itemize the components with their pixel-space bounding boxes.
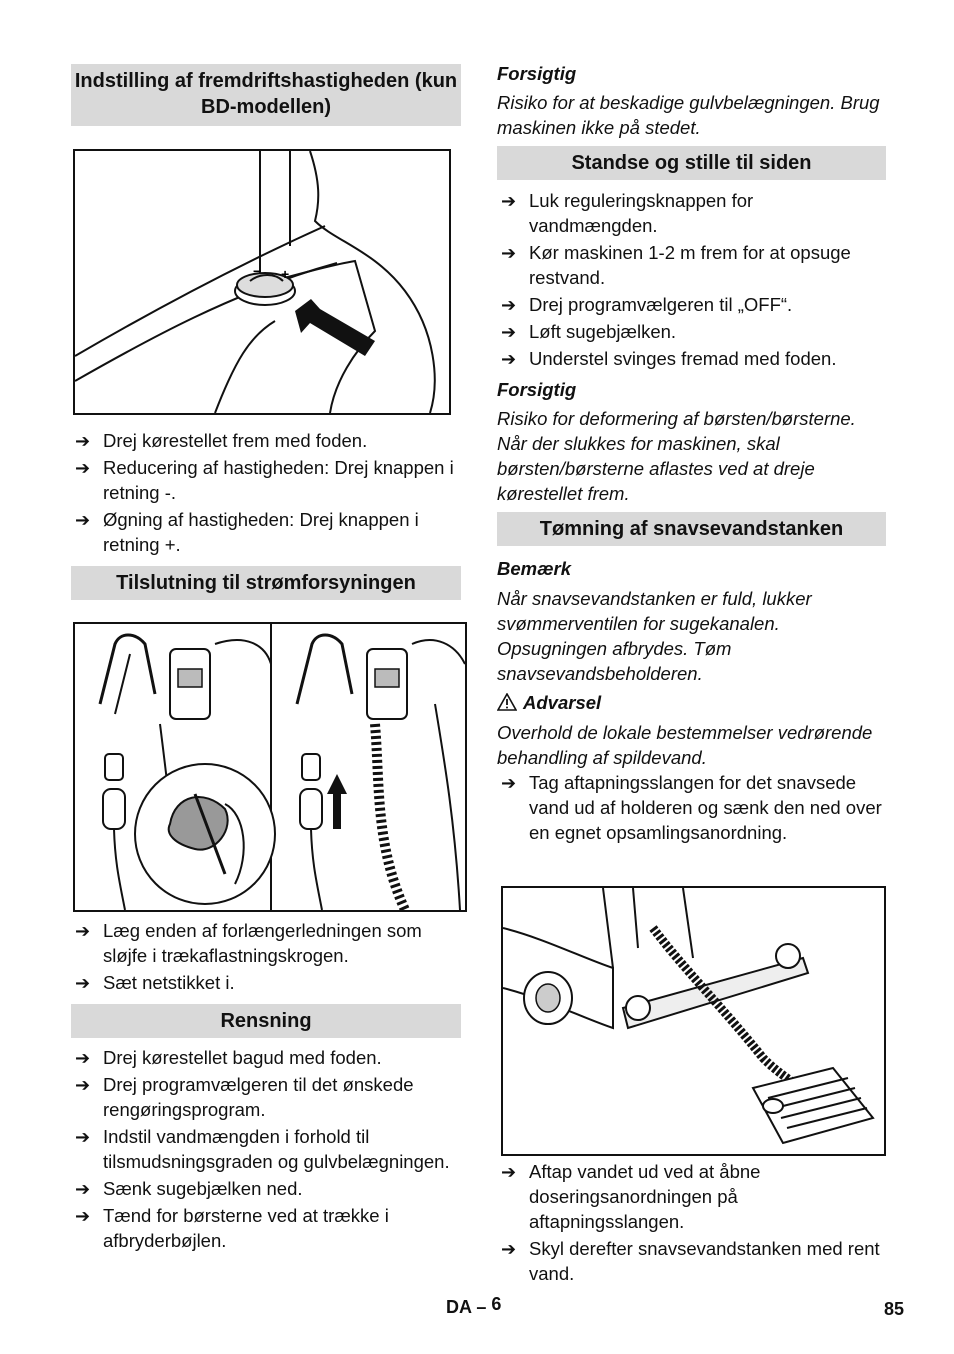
note-text: Når snavsevandstanken er fuld, lukker svømmerventilen for sugekanalen. Opsugningen afbrydes. Tøm snavsevandsbeholderen. — [497, 588, 812, 684]
arrow-right-icon: ➔ — [501, 295, 517, 315]
pointer-arrow-icon — [295, 299, 375, 356]
figure-power-connection — [73, 622, 467, 912]
arrow-right-icon: ➔ — [501, 1239, 517, 1259]
caution-label: Forsigtig — [497, 379, 577, 400]
list-item: ➔ Reducering af hastigheden: Drej knappen i retning -. — [75, 457, 454, 503]
arrow-right-icon: ➔ — [75, 510, 91, 530]
rinse-steps-list — [497, 1159, 886, 1288]
speed-knob-illustration — [75, 151, 449, 413]
drain-steps-list — [497, 770, 886, 847]
stop-steps-list — [497, 188, 886, 373]
list-item: ➔ Læg enden af forlængerledningen som sløjfe i trækaflastningskrogen. — [75, 920, 422, 966]
warning-text: Overhold de lokale bestemmelser vedrørende behandling af spildevand. — [497, 722, 873, 768]
arrow-right-icon: ➔ — [501, 773, 517, 793]
section-heading-stop: Standse og stille til siden — [497, 146, 886, 180]
arrow-right-icon: ➔ — [75, 1179, 91, 1199]
arrow-right-icon: ➔ — [75, 458, 91, 478]
svg-text:+: + — [281, 266, 290, 282]
list-item: ➔ Drej programvælgeren til det ønskede rengøringsprogram. — [75, 1074, 414, 1120]
page-number: 85 — [884, 1299, 905, 1319]
section-heading-power: Tilslutning til strømforsyningen — [71, 566, 461, 600]
caution-text: Risiko for deformering af børsten/børsterne. Når der slukkes for maskinen, skal børsten/børsterne aflastes ved at dreje kørestellet frem. — [497, 408, 856, 504]
arrow-right-icon: ➔ — [501, 1162, 517, 1182]
list-item: ➔ Indstil vandmængden i forhold til tilsmudsningsgraden og gulvbelægningen. — [75, 1126, 450, 1172]
section-heading-speed: Indstilling af fremdriftshastigheden (kun BD-modellen) — [71, 64, 461, 126]
list-item: ➔ Øgning af hastigheden: Drej knappen i retning +. — [75, 509, 419, 555]
arrow-right-icon: ➔ — [75, 1048, 91, 1068]
arrow-right-icon: ➔ — [75, 973, 91, 993]
squeegee-bar — [623, 958, 808, 1028]
arrow-right-icon: ➔ — [75, 1206, 91, 1226]
speed-steps-list — [71, 428, 461, 559]
arrow-right-icon: ➔ — [75, 431, 91, 451]
warning-label-row: Advarsel — [497, 692, 601, 714]
list-item: ➔ Sænk sugebjælken ned. — [71, 1176, 461, 1201]
list-item: ➔ Drej programvælgeren til „OFF“. — [497, 292, 886, 317]
section-heading-cleaning: Rensning — [71, 1004, 461, 1038]
list-item: ➔ Skyl derefter snavsevandstanken med rent vand. — [501, 1238, 880, 1284]
section-heading-empty-tank: Tømning af snavsevandstanken — [497, 512, 886, 546]
arrow-right-icon: ➔ — [501, 191, 517, 211]
figure-drain-hose — [501, 886, 886, 1156]
list-item: ➔ Kør maskinen 1-2 m frem for at opsuge restvand. — [501, 242, 851, 288]
caution-text: Risiko for at beskadige gulvbelægningen. Brug maskinen ikke på stedet. — [497, 92, 880, 138]
arrow-right-icon: ➔ — [501, 243, 517, 263]
footer-section-label: DA – 6 — [446, 1294, 502, 1317]
cleaning-steps-list — [71, 1045, 461, 1255]
arrow-right-icon: ➔ — [75, 1075, 91, 1095]
arrow-right-icon: ➔ — [501, 349, 517, 369]
list-item: ➔ Løft sugebjælken. — [497, 319, 886, 344]
list-item: ➔ Drej kørestellet bagud med foden. — [71, 1045, 461, 1070]
drain-hose-illustration — [503, 888, 884, 1154]
up-arrow-icon — [327, 774, 347, 829]
list-item: ➔ Sæt netstikket i. — [71, 970, 461, 995]
power-steps-list — [71, 918, 461, 997]
list-item: ➔ Tænd for børsterne ved at trække i afbryderbøjlen. — [75, 1205, 389, 1251]
list-item: ➔ Aftap vandet ud ved at åbne doseringsanordningen på aftapningsslangen. — [501, 1161, 761, 1232]
power-cable-illustration — [75, 624, 465, 910]
svg-text:−: − — [253, 263, 262, 279]
list-item: ➔ Understel svinges fremad med foden. — [497, 346, 886, 371]
arrow-right-icon: ➔ — [501, 322, 517, 342]
list-item: ➔ Luk reguleringsknappen for vandmængden. — [501, 190, 754, 236]
note-label: Bemærk — [497, 558, 572, 579]
caution-label: Forsigtig — [497, 63, 577, 84]
arrow-right-icon: ➔ — [75, 921, 91, 941]
list-item: ➔ Tag aftapningsslangen for det snavsede vand ud af holderen og sænk den ned over en egnet opsamlingsanordning. — [501, 772, 882, 843]
list-item: ➔ Drej kørestellet frem med foden. — [71, 428, 461, 453]
figure-speed-knob — [73, 149, 451, 415]
warning-triangle-icon — [497, 693, 517, 711]
arrow-right-icon: ➔ — [75, 1127, 91, 1147]
